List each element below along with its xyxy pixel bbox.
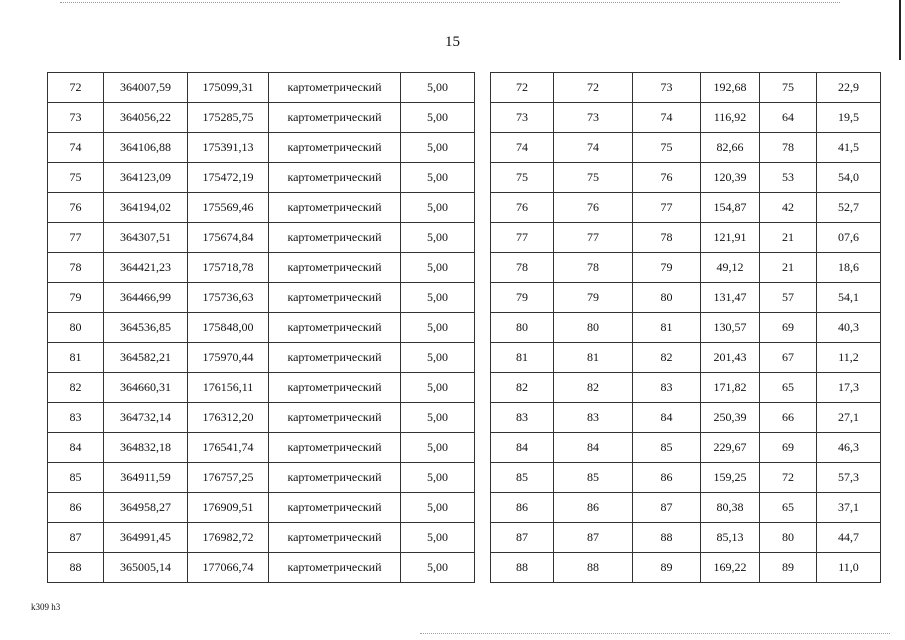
table-cell: 75 xyxy=(760,73,817,103)
table-cell: 5,00 xyxy=(401,133,475,163)
table-cell: 54,0 xyxy=(817,163,881,193)
table-cell: картометрический xyxy=(269,193,401,223)
table-cell: 78 xyxy=(633,223,701,253)
table-cell: 364056,22 xyxy=(104,103,188,133)
table-cell: 88 xyxy=(554,553,633,583)
table-cell: 131,47 xyxy=(701,283,760,313)
table-cell: 73 xyxy=(633,73,701,103)
table-cell: 77 xyxy=(48,223,104,253)
table-row xyxy=(48,493,475,523)
table-cell: 5,00 xyxy=(401,463,475,493)
table-cell: 85 xyxy=(48,463,104,493)
table-cell: 364582,21 xyxy=(104,343,188,373)
table-cell: 81 xyxy=(48,343,104,373)
table-cell: 82 xyxy=(48,373,104,403)
table-cell: 5,00 xyxy=(401,193,475,223)
table-cell: 66 xyxy=(760,403,817,433)
table-cell: 176156,11 xyxy=(188,373,269,403)
table-cell: 364732,14 xyxy=(104,403,188,433)
table-cell: 79 xyxy=(554,283,633,313)
table-cell: 82 xyxy=(633,343,701,373)
table-cell: 80,38 xyxy=(701,493,760,523)
table-cell: 364194,02 xyxy=(104,193,188,223)
table-cell: 86 xyxy=(491,493,554,523)
table-cell: 171,82 xyxy=(701,373,760,403)
table-cell: 89 xyxy=(633,553,701,583)
table-cell: 11,2 xyxy=(817,343,881,373)
table-cell: 5,00 xyxy=(401,373,475,403)
table-cell: 5,00 xyxy=(401,73,475,103)
table-cell: 364421,23 xyxy=(104,253,188,283)
table-cell: 5,00 xyxy=(401,403,475,433)
table-cell: 176312,20 xyxy=(188,403,269,433)
table-cell: 79 xyxy=(48,283,104,313)
table-cell: 364958,27 xyxy=(104,493,188,523)
table-row xyxy=(48,553,475,583)
table-cell: 192,68 xyxy=(701,73,760,103)
table-row xyxy=(48,103,475,133)
table-cell: 5,00 xyxy=(401,103,475,133)
table-cell: 175848,00 xyxy=(188,313,269,343)
table-cell: картометрический xyxy=(269,523,401,553)
table-cell: 77 xyxy=(491,223,554,253)
table-row xyxy=(491,223,881,253)
table-cell: 83 xyxy=(554,403,633,433)
table-cell: 46,3 xyxy=(817,433,881,463)
table-cell: 72 xyxy=(554,73,633,103)
table-cell: 88 xyxy=(633,523,701,553)
table-cell: 5,00 xyxy=(401,523,475,553)
table-cell: 78 xyxy=(491,253,554,283)
table-cell: картометрический xyxy=(269,163,401,193)
table-cell: 80 xyxy=(554,313,633,343)
table-row xyxy=(491,283,881,313)
table-row xyxy=(48,403,475,433)
table-cell: 250,39 xyxy=(701,403,760,433)
table-cell: 81 xyxy=(554,343,633,373)
table-cell: 176909,51 xyxy=(188,493,269,523)
table-cell: 120,39 xyxy=(701,163,760,193)
table-row xyxy=(48,313,475,343)
table-cell: 86 xyxy=(554,493,633,523)
table-cell: 89 xyxy=(760,553,817,583)
table-row xyxy=(48,463,475,493)
table-cell: 83 xyxy=(633,373,701,403)
table-cell: 75 xyxy=(491,163,554,193)
table-cell: 364007,59 xyxy=(104,73,188,103)
table-row xyxy=(48,283,475,313)
table-cell: 175472,19 xyxy=(188,163,269,193)
table-cell: 84 xyxy=(633,403,701,433)
table-cell: 69 xyxy=(760,313,817,343)
table-cell: 5,00 xyxy=(401,493,475,523)
table-cell: 19,5 xyxy=(817,103,881,133)
table-cell: 78 xyxy=(48,253,104,283)
table-cell: 85 xyxy=(633,433,701,463)
table-cell: 5,00 xyxy=(401,343,475,373)
table-cell: 72 xyxy=(491,73,554,103)
table-row xyxy=(48,133,475,163)
table-cell: 21 xyxy=(760,223,817,253)
table-cell: картометрический xyxy=(269,73,401,103)
table-row xyxy=(491,163,881,193)
table-cell: 21 xyxy=(760,253,817,283)
table-cell: 74 xyxy=(48,133,104,163)
table-cell: 82 xyxy=(554,373,633,403)
scan-bottom-artifact xyxy=(420,633,890,635)
table-cell: 5,00 xyxy=(401,433,475,463)
table-cell: 86 xyxy=(633,463,701,493)
table-cell: картометрический xyxy=(269,433,401,463)
table-cell: 22,9 xyxy=(817,73,881,103)
table-cell: 53 xyxy=(760,163,817,193)
table-row xyxy=(491,253,881,283)
table-cell: 201,43 xyxy=(701,343,760,373)
table-cell: картометрический xyxy=(269,253,401,283)
table-cell: 84 xyxy=(554,433,633,463)
table-cell: 72 xyxy=(760,463,817,493)
table-cell: 177066,74 xyxy=(188,553,269,583)
table-cell: 87 xyxy=(633,493,701,523)
table-cell: 116,92 xyxy=(701,103,760,133)
table-cell: 365005,14 xyxy=(104,553,188,583)
table-cell: 37,1 xyxy=(817,493,881,523)
table-cell: 364106,88 xyxy=(104,133,188,163)
table-cell: 154,87 xyxy=(701,193,760,223)
table-cell: 175569,46 xyxy=(188,193,269,223)
table-cell: 76 xyxy=(554,193,633,223)
table-cell: картометрический xyxy=(269,343,401,373)
table-row xyxy=(48,253,475,283)
table-row xyxy=(48,163,475,193)
table-row xyxy=(491,343,881,373)
table-cell: 5,00 xyxy=(401,553,475,583)
table-cell: 159,25 xyxy=(701,463,760,493)
table-cell: 44,7 xyxy=(817,523,881,553)
table-cell: 175736,63 xyxy=(188,283,269,313)
table-cell: 77 xyxy=(554,223,633,253)
table-cell: 5,00 xyxy=(401,223,475,253)
table-cell: 80 xyxy=(760,523,817,553)
table-cell: 85 xyxy=(491,463,554,493)
table-cell: 52,7 xyxy=(817,193,881,223)
table-cell: 175674,84 xyxy=(188,223,269,253)
table-cell: 83 xyxy=(48,403,104,433)
table-cell: 74 xyxy=(633,103,701,133)
table-row xyxy=(491,433,881,463)
table-cell: 88 xyxy=(491,553,554,583)
table-cell: 76 xyxy=(48,193,104,223)
table-cell: 130,57 xyxy=(701,313,760,343)
table-cell: 229,67 xyxy=(701,433,760,463)
table-cell: 86 xyxy=(48,493,104,523)
table-cell: 175391,13 xyxy=(188,133,269,163)
table-cell: 85,13 xyxy=(701,523,760,553)
table-row xyxy=(491,73,881,103)
table-cell: 83 xyxy=(491,403,554,433)
table-cell: 72 xyxy=(48,73,104,103)
table-cell: 57 xyxy=(760,283,817,313)
table-cell: 65 xyxy=(760,493,817,523)
table-cell: 67 xyxy=(760,343,817,373)
table-cell: 87 xyxy=(48,523,104,553)
table-cell: 176757,25 xyxy=(188,463,269,493)
table-cell: 75 xyxy=(554,163,633,193)
table-cell: 364123,09 xyxy=(104,163,188,193)
table-row xyxy=(491,103,881,133)
table-row xyxy=(48,193,475,223)
table-cell: картометрический xyxy=(269,133,401,163)
footer-code: k309 h3 xyxy=(31,602,61,612)
table-cell: 82,66 xyxy=(701,133,760,163)
table-cell: 40,3 xyxy=(817,313,881,343)
table-row xyxy=(48,373,475,403)
table-row xyxy=(48,433,475,463)
table-cell: 88 xyxy=(48,553,104,583)
table-cell: 80 xyxy=(491,313,554,343)
table-cell: 42 xyxy=(760,193,817,223)
table-cell: 169,22 xyxy=(701,553,760,583)
table-row xyxy=(491,403,881,433)
table-cell: 79 xyxy=(491,283,554,313)
table-cell: картометрический xyxy=(269,103,401,133)
table-row xyxy=(491,463,881,493)
table-cell: картометрический xyxy=(269,223,401,253)
table-cell: 175718,78 xyxy=(188,253,269,283)
table-cell: 18,6 xyxy=(817,253,881,283)
table-cell: 78 xyxy=(554,253,633,283)
table-cell: 81 xyxy=(633,313,701,343)
table-cell: 76 xyxy=(491,193,554,223)
table-cell: 87 xyxy=(491,523,554,553)
table-cell: 5,00 xyxy=(401,313,475,343)
table-row xyxy=(48,223,475,253)
table-cell: 54,1 xyxy=(817,283,881,313)
table-cell: 77 xyxy=(633,193,701,223)
table-cell: 78 xyxy=(760,133,817,163)
table-row xyxy=(491,133,881,163)
boundary-segments-table xyxy=(490,72,881,583)
table-cell: картометрический xyxy=(269,373,401,403)
table-cell: 65 xyxy=(760,373,817,403)
table-cell: 84 xyxy=(48,433,104,463)
table-cell: 80 xyxy=(633,283,701,313)
table-cell: 27,1 xyxy=(817,403,881,433)
table-cell: 82 xyxy=(491,373,554,403)
table-cell: 41,5 xyxy=(817,133,881,163)
table-cell: картометрический xyxy=(269,493,401,523)
table-cell: 175099,31 xyxy=(188,73,269,103)
table-cell: 364536,85 xyxy=(104,313,188,343)
table-cell: 75 xyxy=(633,133,701,163)
table-cell: 121,91 xyxy=(701,223,760,253)
table-row xyxy=(491,553,881,583)
table-cell: 81 xyxy=(491,343,554,373)
table-cell: 175970,44 xyxy=(188,343,269,373)
table-row xyxy=(491,523,881,553)
table-cell: 364466,99 xyxy=(104,283,188,313)
scan-right-edge xyxy=(899,0,901,60)
table-cell: 74 xyxy=(491,133,554,163)
table-cell: картометрический xyxy=(269,463,401,493)
table-cell: 64 xyxy=(760,103,817,133)
table-row xyxy=(48,523,475,553)
table-cell: 5,00 xyxy=(401,163,475,193)
coordinates-table xyxy=(47,72,475,583)
table-cell: 79 xyxy=(633,253,701,283)
table-cell: 176541,74 xyxy=(188,433,269,463)
table-cell: картометрический xyxy=(269,403,401,433)
page-number: 15 xyxy=(445,34,460,50)
table-cell: 175285,75 xyxy=(188,103,269,133)
table-cell: 75 xyxy=(48,163,104,193)
scan-top-artifact xyxy=(60,2,840,4)
table-cell: 73 xyxy=(554,103,633,133)
table-cell: 74 xyxy=(554,133,633,163)
table-cell: картометрический xyxy=(269,283,401,313)
table-cell: 87 xyxy=(554,523,633,553)
table-cell: 17,3 xyxy=(817,373,881,403)
table-cell: 364660,31 xyxy=(104,373,188,403)
table-cell: 364307,51 xyxy=(104,223,188,253)
table-cell: 73 xyxy=(491,103,554,133)
table-row xyxy=(48,343,475,373)
table-cell: 84 xyxy=(491,433,554,463)
table-cell: 07,6 xyxy=(817,223,881,253)
table-cell: 176982,72 xyxy=(188,523,269,553)
table-cell: 11,0 xyxy=(817,553,881,583)
table-cell: 73 xyxy=(48,103,104,133)
table-row xyxy=(491,313,881,343)
table-row xyxy=(48,73,475,103)
table-cell: 364991,45 xyxy=(104,523,188,553)
table-row xyxy=(491,373,881,403)
table-cell: картометрический xyxy=(269,553,401,583)
table-cell: 57,3 xyxy=(817,463,881,493)
table-cell: картометрический xyxy=(269,313,401,343)
table-cell: 76 xyxy=(633,163,701,193)
table-cell: 85 xyxy=(554,463,633,493)
table-cell: 364832,18 xyxy=(104,433,188,463)
table-row xyxy=(491,193,881,223)
table-cell: 80 xyxy=(48,313,104,343)
table-cell: 69 xyxy=(760,433,817,463)
table-cell: 49,12 xyxy=(701,253,760,283)
table-cell: 364911,59 xyxy=(104,463,188,493)
table-cell: 5,00 xyxy=(401,253,475,283)
table-row xyxy=(491,493,881,523)
table-cell: 5,00 xyxy=(401,283,475,313)
